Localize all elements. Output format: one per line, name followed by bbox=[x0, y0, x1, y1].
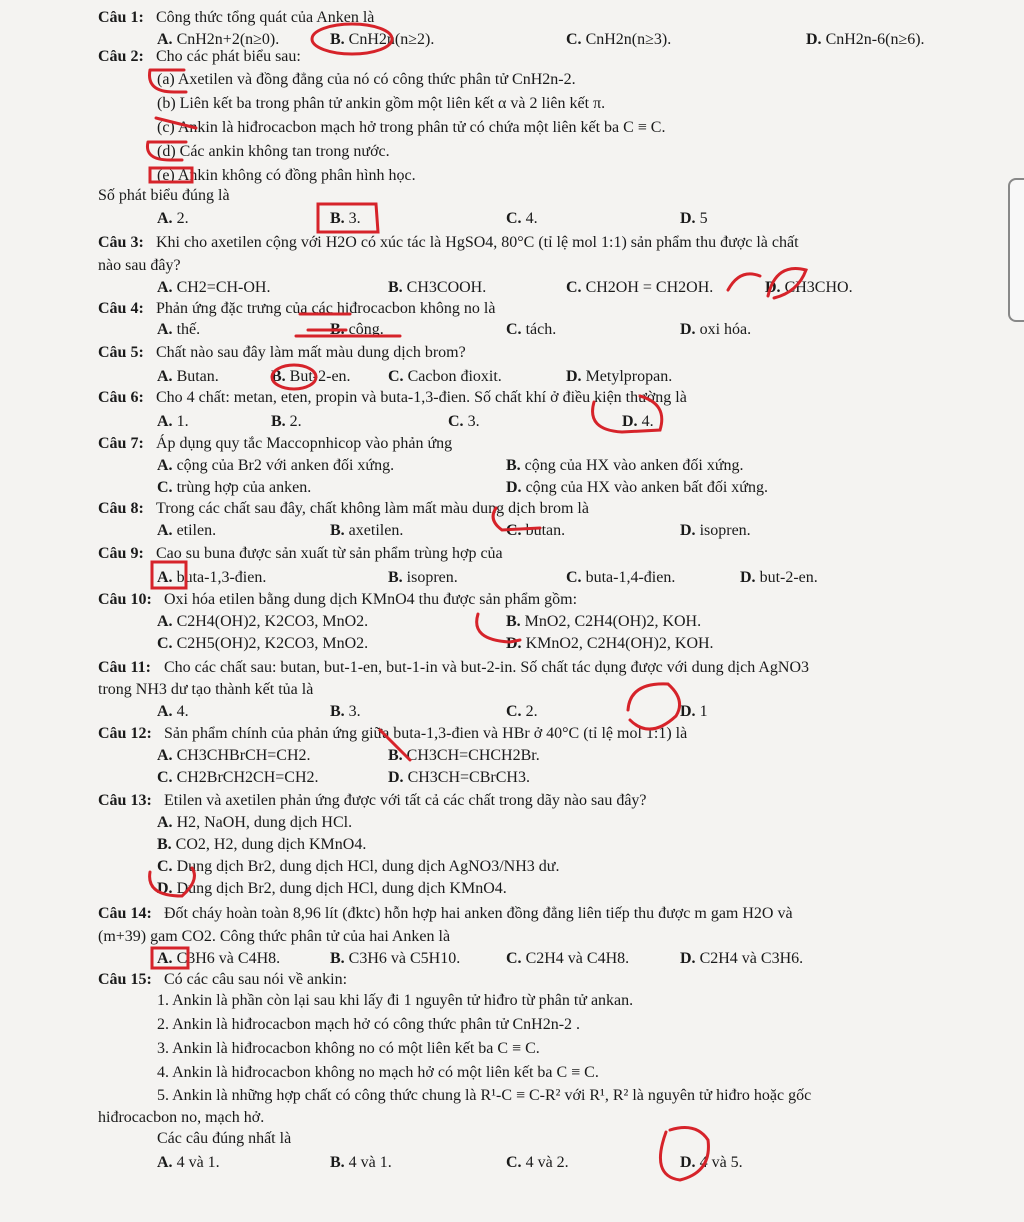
option-key: A. bbox=[157, 31, 173, 48]
option-key: B. bbox=[330, 1154, 345, 1171]
option-text: CH2BrCH2CH=CH2. bbox=[176, 769, 319, 786]
question-q10 bbox=[0, 589, 1024, 611]
question-text: Cho các chất sau: butan, but-1-en, but-1-in và but-2-in. Số chất tác dụng được với dung dịch AgNO3 bbox=[164, 659, 810, 676]
option-key: A. bbox=[157, 457, 173, 474]
statement-continued bbox=[0, 1107, 1024, 1129]
option-key: C. bbox=[506, 321, 522, 338]
option-text: cộng của HX vào anken bất đối xứng. bbox=[525, 479, 768, 496]
option-key: C. bbox=[388, 368, 404, 385]
scroll-handle[interactable] bbox=[1008, 178, 1024, 322]
option-text: 3. bbox=[348, 703, 361, 720]
answer-option-b[interactable] bbox=[506, 611, 701, 633]
option-key: B. bbox=[330, 321, 345, 338]
statement bbox=[0, 1014, 1024, 1036]
option-text: cộng của Br2 với anken đối xứng. bbox=[176, 457, 395, 474]
statement bbox=[0, 93, 1024, 115]
option-text: 1 bbox=[699, 703, 708, 720]
question-q8 bbox=[0, 498, 1024, 520]
option-text: Cacbon đioxit. bbox=[407, 368, 502, 385]
question-text: Etilen và axetilen phản ứng được với tất cả các chất trong dãy nào sau đây? bbox=[164, 792, 647, 809]
option-text: tách. bbox=[525, 321, 557, 338]
option-key: B. bbox=[330, 950, 345, 967]
question-q3 bbox=[0, 232, 1024, 254]
option-text: H2, NaOH, dung dịch HCl. bbox=[176, 814, 353, 831]
option-text: CnH2n(n≥2). bbox=[348, 31, 435, 48]
statement-text-cont: hiđrocacbon no, mạch hở. bbox=[98, 1109, 265, 1126]
option-row bbox=[0, 767, 1024, 789]
option-key: C. bbox=[157, 479, 173, 496]
question-q5 bbox=[0, 342, 1024, 364]
answer-option-b[interactable] bbox=[388, 745, 540, 767]
option-text: 2. bbox=[176, 210, 189, 227]
option-key: D. bbox=[680, 321, 696, 338]
option-row bbox=[0, 277, 1024, 299]
option-text: C2H4(OH)2, K2CO3, MnO2. bbox=[176, 613, 369, 630]
option-key: D. bbox=[740, 569, 756, 586]
option-key: C. bbox=[566, 31, 582, 48]
option-key: D. bbox=[506, 635, 522, 652]
option-key: D. bbox=[622, 413, 638, 430]
question-number: Câu 7: bbox=[98, 435, 144, 452]
statement bbox=[0, 69, 1024, 91]
option-text: 1. bbox=[176, 413, 189, 430]
option-key: A. bbox=[157, 279, 173, 296]
option-row bbox=[0, 1152, 1024, 1174]
statement-text: (b) Liên kết ba trong phân tử ankin gồm một liên kết α và 2 liên kết π. bbox=[157, 95, 606, 112]
option-row bbox=[0, 611, 1024, 633]
option-row bbox=[0, 477, 1024, 499]
question-number: Câu 13: bbox=[98, 792, 152, 809]
question-number: Câu 8: bbox=[98, 500, 144, 517]
question-q1 bbox=[0, 7, 1024, 29]
answer-option-d[interactable] bbox=[680, 319, 751, 341]
option-key: D. bbox=[765, 279, 781, 296]
option-row bbox=[0, 208, 1024, 230]
option-text: CH3CHBrCH=CH2. bbox=[176, 747, 311, 764]
option-key: B. bbox=[506, 457, 521, 474]
option-text: CH3CH=CBrCH3. bbox=[407, 769, 530, 786]
option-text: 3. bbox=[467, 413, 480, 430]
option-row bbox=[0, 878, 1024, 900]
option-key: C. bbox=[566, 569, 582, 586]
option-row bbox=[0, 366, 1024, 388]
option-text: butan. bbox=[525, 522, 566, 539]
option-row bbox=[0, 319, 1024, 341]
question-text-continued bbox=[0, 926, 1024, 948]
option-key: D. bbox=[680, 210, 696, 227]
option-key: A. bbox=[157, 210, 173, 227]
option-text: Butan. bbox=[176, 368, 219, 385]
option-text: 4. bbox=[176, 703, 189, 720]
question-q2 bbox=[0, 46, 1024, 68]
option-key: A. bbox=[157, 569, 173, 586]
option-text: CH3CHO. bbox=[784, 279, 853, 296]
option-text: CnH2n-6(n≥6). bbox=[825, 31, 925, 48]
answer-option-d[interactable] bbox=[680, 520, 751, 542]
question-number: Câu 11: bbox=[98, 659, 151, 676]
question-text: Sản phẩm chính của phản ứng giữa buta-1,3-đien và HBr ở 40°C (tỉ lệ mol 1:1) là bbox=[164, 725, 688, 742]
option-row bbox=[0, 455, 1024, 477]
question-q4 bbox=[0, 298, 1024, 320]
question-text: Công thức tổng quát của Anken là bbox=[156, 9, 375, 26]
option-row bbox=[0, 856, 1024, 878]
option-text: CH2=CH-OH. bbox=[176, 279, 271, 296]
option-key: D. bbox=[388, 769, 404, 786]
statement bbox=[0, 117, 1024, 139]
option-text: isopren. bbox=[406, 569, 458, 586]
option-key: A. bbox=[157, 703, 173, 720]
option-row bbox=[0, 567, 1024, 589]
question-text: Oxi hóa etilen bằng dung dịch KMnO4 thu được sản phẩm gồm: bbox=[164, 591, 578, 608]
option-text: CnH2n(n≥3). bbox=[585, 31, 672, 48]
option-key: D. bbox=[680, 950, 696, 967]
statement bbox=[0, 1062, 1024, 1084]
option-key: A. bbox=[157, 747, 173, 764]
option-text: CO2, H2, dung dịch KMnO4. bbox=[175, 836, 367, 853]
option-key: B. bbox=[330, 31, 345, 48]
question-text: Cao su buna được sản xuất từ sản phẩm trùng hợp của bbox=[156, 545, 503, 562]
question-text: Trong các chất sau đây, chất không làm mất màu dung dịch brom là bbox=[156, 500, 589, 517]
answer-option-d[interactable] bbox=[680, 208, 708, 230]
statement-text: 5. Ankin là những hợp chất có công thức chung là R¹-C ≡ C-R² với R¹, R² là nguyên tử hiđro hoặc gốc bbox=[157, 1087, 812, 1104]
answer-option-d[interactable] bbox=[740, 567, 818, 589]
answer-option-d[interactable] bbox=[622, 411, 654, 433]
option-key: A. bbox=[157, 1154, 173, 1171]
question-text-continued bbox=[0, 255, 1024, 277]
question-q6 bbox=[0, 387, 1024, 409]
statement bbox=[0, 1038, 1024, 1060]
question-text-cont: (m+39) gam CO2. Công thức phân tử của hai Anken là bbox=[98, 928, 451, 945]
option-text: CH3COOH. bbox=[406, 279, 487, 296]
answer-option-d[interactable] bbox=[157, 878, 507, 900]
question-text-cont: nào sau đây? bbox=[98, 257, 181, 274]
option-text: CH2OH = CH2OH. bbox=[585, 279, 714, 296]
option-text: 4 và 2. bbox=[525, 1154, 569, 1171]
question-q14 bbox=[0, 903, 1024, 925]
option-text: CnH2n+2(n≥0). bbox=[176, 31, 280, 48]
option-row bbox=[0, 633, 1024, 655]
option-text: Dung dịch Br2, dung dịch HCl, dung dịch KMnO4. bbox=[176, 880, 507, 897]
answer-option-d[interactable] bbox=[506, 477, 768, 499]
option-key: D. bbox=[680, 703, 696, 720]
question-number: Câu 15: bbox=[98, 971, 152, 988]
option-text: 3. bbox=[348, 210, 361, 227]
option-text: 4 và 1. bbox=[348, 1154, 392, 1171]
statement-text: (c) Ankin là hiđrocacbon mạch hở trong phân tử có chứa một liên kết ba C ≡ C. bbox=[157, 119, 666, 136]
option-key: C. bbox=[506, 950, 522, 967]
question-number: Câu 2: bbox=[98, 48, 144, 65]
option-key: C. bbox=[157, 635, 173, 652]
option-key: A. bbox=[157, 522, 173, 539]
option-key: B. bbox=[330, 703, 345, 720]
option-text: 2. bbox=[525, 703, 538, 720]
option-key: A. bbox=[157, 613, 173, 630]
option-text: 4. bbox=[525, 210, 538, 227]
option-text: etilen. bbox=[176, 522, 217, 539]
option-text: C3H6 và C4H8. bbox=[176, 950, 281, 967]
option-text: But-2-en. bbox=[289, 368, 351, 385]
option-key: A. bbox=[157, 950, 173, 967]
option-text: Metylpropan. bbox=[585, 368, 673, 385]
question-text: Có các câu sau nói về ankin: bbox=[164, 971, 348, 988]
statement-text: (e) Ankin không có đồng phân hình học. bbox=[157, 167, 416, 184]
option-key: B. bbox=[271, 413, 286, 430]
statement-text: 1. Ankin là phần còn lại sau khi lấy đi 1 nguyên tử hiđro từ phân tử ankan. bbox=[157, 992, 634, 1009]
option-key: D. bbox=[806, 31, 822, 48]
option-key: C. bbox=[157, 858, 173, 875]
question-number: Câu 3: bbox=[98, 234, 144, 251]
statement bbox=[0, 1085, 1024, 1107]
answer-option-d[interactable] bbox=[680, 1152, 743, 1174]
question-number: Câu 4: bbox=[98, 300, 144, 317]
option-key: B. bbox=[388, 279, 403, 296]
question-q9 bbox=[0, 543, 1024, 565]
question-text: Áp dụng quy tắc Maccopnhicop vào phản ứng bbox=[156, 435, 453, 452]
option-key: C. bbox=[506, 1154, 522, 1171]
option-text: C2H5(OH)2, K2CO3, MnO2. bbox=[176, 635, 369, 652]
question-prompt bbox=[0, 1128, 1024, 1150]
option-key: B. bbox=[157, 836, 172, 853]
option-key: C. bbox=[506, 522, 522, 539]
option-key: B. bbox=[388, 747, 403, 764]
answer-option-a[interactable] bbox=[157, 812, 352, 834]
answer-option-d[interactable] bbox=[566, 366, 672, 388]
option-text: C2H4 và C3H6. bbox=[699, 950, 804, 967]
statement-text: 4. Ankin là hiđrocacbon không no mạch hở có một liên kết ba C ≡ C. bbox=[157, 1064, 599, 1081]
option-text: buta-1,4-đien. bbox=[585, 569, 676, 586]
option-key: D. bbox=[680, 1154, 696, 1171]
option-row bbox=[0, 701, 1024, 723]
option-text: 4 và 5. bbox=[699, 1154, 743, 1171]
option-text: oxi hóa. bbox=[699, 321, 752, 338]
answer-option-d[interactable] bbox=[388, 767, 530, 789]
question-number: Câu 5: bbox=[98, 344, 144, 361]
statement-text: 3. Ankin là hiđrocacbon không no có một liên kết ba C ≡ C. bbox=[157, 1040, 540, 1057]
option-key: A. bbox=[157, 814, 173, 831]
prompt-text: Các câu đúng nhất là bbox=[157, 1130, 292, 1147]
question-q12 bbox=[0, 723, 1024, 745]
answer-option-c[interactable] bbox=[157, 856, 559, 878]
answer-option-b[interactable] bbox=[157, 834, 366, 856]
question-prompt bbox=[0, 185, 1024, 207]
answer-option-d[interactable] bbox=[680, 948, 803, 970]
question-text-cont: trong NH3 dư tạo thành kết tủa là bbox=[98, 681, 314, 698]
option-key: C. bbox=[506, 703, 522, 720]
statement bbox=[0, 165, 1024, 187]
option-row bbox=[0, 520, 1024, 542]
question-text-continued bbox=[0, 679, 1024, 701]
option-text: 5 bbox=[699, 210, 708, 227]
option-key: B. bbox=[271, 368, 286, 385]
option-key: A. bbox=[157, 413, 173, 430]
option-text: cộng của HX vào anken đối xứng. bbox=[524, 457, 744, 474]
option-key: A. bbox=[157, 368, 173, 385]
option-row bbox=[0, 812, 1024, 834]
option-text: buta-1,3-đien. bbox=[176, 569, 267, 586]
question-number: Câu 9: bbox=[98, 545, 144, 562]
question-number: Câu 6: bbox=[98, 389, 144, 406]
question-text: Đốt cháy hoàn toàn 8,96 lít (đktc) hỗn hợp hai anken đồng đẳng liên tiếp thu được m gam H2O và bbox=[164, 905, 793, 922]
answer-option-d[interactable] bbox=[765, 277, 853, 299]
option-text: cộng. bbox=[348, 321, 384, 338]
option-key: D. bbox=[566, 368, 582, 385]
answer-option-b[interactable] bbox=[506, 455, 744, 477]
option-key: C. bbox=[448, 413, 464, 430]
option-key: B. bbox=[506, 613, 521, 630]
statement-text: (a) Axetilen và đồng đẳng của nó có công thức phân tử CnH2n-2. bbox=[157, 71, 576, 88]
statement-text: 2. Ankin là hiđrocacbon mạch hở có công thức phân tử CnH2n-2 . bbox=[157, 1016, 581, 1033]
option-text: isopren. bbox=[699, 522, 751, 539]
question-q11 bbox=[0, 657, 1024, 679]
answer-option-d[interactable] bbox=[680, 701, 708, 723]
option-text: CH3CH=CHCH2Br. bbox=[406, 747, 540, 764]
question-number: Câu 12: bbox=[98, 725, 152, 742]
question-number: Câu 10: bbox=[98, 591, 152, 608]
question-text: Khi cho axetilen cộng với H2O có xúc tác là HgSO4, 80°C (tỉ lệ mol 1:1) sản phẩm thu được là chất bbox=[156, 234, 799, 251]
question-text: Cho 4 chất: metan, eten, propin và buta-1,3-đien. Số chất khí ở điều kiện thường là bbox=[156, 389, 687, 406]
option-row bbox=[0, 948, 1024, 970]
option-text: KMnO2, C2H4(OH)2, KOH. bbox=[525, 635, 714, 652]
option-key: D. bbox=[680, 522, 696, 539]
option-text: 4. bbox=[641, 413, 654, 430]
option-row bbox=[0, 834, 1024, 856]
prompt-text: Số phát biểu đúng là bbox=[98, 187, 230, 204]
question-text: Chất nào sau đây làm mất màu dung dịch brom? bbox=[156, 344, 466, 361]
option-key: C. bbox=[566, 279, 582, 296]
statement bbox=[0, 990, 1024, 1012]
question-q15 bbox=[0, 969, 1024, 991]
option-text: axetilen. bbox=[348, 522, 404, 539]
option-text: C2H4 và C4H8. bbox=[525, 950, 630, 967]
question-number: Câu 1: bbox=[98, 9, 144, 26]
option-key: D. bbox=[506, 479, 522, 496]
question-q13 bbox=[0, 790, 1024, 812]
option-text: C3H6 và C5H10. bbox=[348, 950, 461, 967]
option-row bbox=[0, 411, 1024, 433]
question-text: Phản ứng đặc trưng của các hiđrocacbon không no là bbox=[156, 300, 496, 317]
option-text: Dung dịch Br2, dung dịch HCl, dung dịch AgNO3/NH3 dư. bbox=[176, 858, 560, 875]
option-row bbox=[0, 745, 1024, 767]
option-text: thế. bbox=[176, 321, 201, 338]
answer-option-d[interactable] bbox=[506, 633, 714, 655]
option-key: C. bbox=[157, 769, 173, 786]
question-text: Cho các phát biểu sau: bbox=[156, 48, 301, 65]
option-text: 4 và 1. bbox=[176, 1154, 220, 1171]
option-key: A. bbox=[157, 321, 173, 338]
option-text: 2. bbox=[289, 413, 302, 430]
option-key: B. bbox=[330, 522, 345, 539]
statement bbox=[0, 141, 1024, 163]
option-text: MnO2, C2H4(OH)2, KOH. bbox=[524, 613, 702, 630]
statement-text: (d) Các ankin không tan trong nước. bbox=[157, 143, 390, 160]
option-text: but-2-en. bbox=[759, 569, 818, 586]
option-key: C. bbox=[506, 210, 522, 227]
option-key: B. bbox=[388, 569, 403, 586]
option-text: trùng hợp của anken. bbox=[176, 479, 312, 496]
question-q7 bbox=[0, 433, 1024, 455]
option-key: D. bbox=[157, 880, 173, 897]
option-key: B. bbox=[330, 210, 345, 227]
question-number: Câu 14: bbox=[98, 905, 152, 922]
